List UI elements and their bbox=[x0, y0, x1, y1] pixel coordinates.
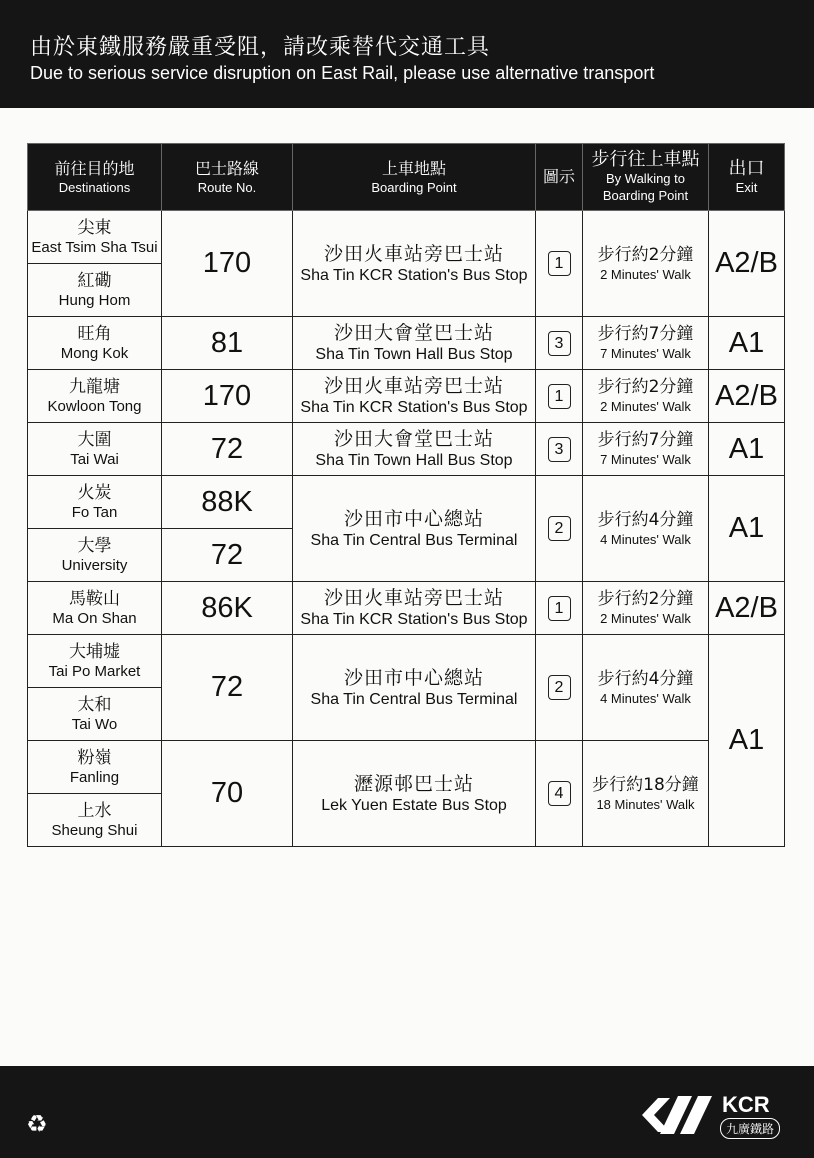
col-header-route: 巴士路線 Route No. bbox=[162, 144, 293, 211]
destination-cell: 馬鞍山 Ma On Shan bbox=[28, 582, 162, 635]
route-cell: 81 bbox=[162, 317, 293, 370]
table-row bbox=[28, 211, 785, 264]
col-header-exit: 出口 Exit bbox=[709, 144, 785, 211]
map-number-badge: 1 bbox=[548, 384, 571, 409]
col-header-walking: 步行往上車點 By Walking to Boarding Point bbox=[583, 144, 709, 211]
route-cell: 72 bbox=[162, 529, 293, 582]
table-row bbox=[28, 582, 785, 635]
notice-header bbox=[0, 0, 814, 108]
boarding-point-cell: 沙田大會堂巴士站 Sha Tin Town Hall Bus Stop bbox=[293, 317, 536, 370]
destination-cell: 火炭 Fo Tan bbox=[28, 476, 162, 529]
map-number-badge: 1 bbox=[548, 251, 571, 276]
boarding-point-cell: 沙田火車站旁巴士站 Sha Tin KCR Station's Bus Stop bbox=[293, 211, 536, 317]
walking-cell: 步行約2分鐘 2 Minutes' Walk bbox=[583, 211, 709, 317]
kcr-logo-text-zh: 九廣鐵路 bbox=[720, 1118, 780, 1139]
table-row bbox=[28, 476, 785, 529]
col-header-destinations: 前往目的地 Destinations bbox=[28, 144, 162, 211]
route-cell: 70 bbox=[162, 741, 293, 847]
boarding-point-cell: 沙田火車站旁巴士站 Sha Tin KCR Station's Bus Stop bbox=[293, 370, 536, 423]
map-number-badge: 1 bbox=[548, 596, 571, 621]
map-ref-cell bbox=[536, 476, 583, 582]
header-title-en: Due to serious service disruption on East Rail, please use alternative transport bbox=[30, 63, 655, 83]
destination-cell: 大圍 Tai Wai bbox=[28, 423, 162, 476]
destination-cell: 大埔墟 Tai Po Market bbox=[28, 635, 162, 688]
exit-cell: A1 bbox=[709, 476, 785, 582]
kcr-logo-text: KCR bbox=[722, 1092, 770, 1117]
map-number-badge: 3 bbox=[548, 331, 571, 356]
route-cell: 86K bbox=[162, 582, 293, 635]
walking-cell: 步行約7分鐘 7 Minutes' Walk bbox=[583, 317, 709, 370]
map-number-badge: 3 bbox=[548, 437, 571, 462]
table-header-row bbox=[28, 144, 785, 211]
route-cell: 88K bbox=[162, 476, 293, 529]
route-cell: 170 bbox=[162, 211, 293, 317]
walking-cell: 步行約4分鐘 4 Minutes' Walk bbox=[583, 635, 709, 741]
map-ref-cell bbox=[536, 211, 583, 317]
exit-cell: A1 bbox=[709, 635, 785, 847]
recycle-icon: ♻ bbox=[26, 1110, 48, 1138]
walking-cell: 步行約2分鐘 2 Minutes' Walk bbox=[583, 582, 709, 635]
map-ref-cell bbox=[536, 423, 583, 476]
exit-cell: A2/B bbox=[709, 582, 785, 635]
exit-cell: A2/B bbox=[709, 370, 785, 423]
exit-cell: A1 bbox=[709, 317, 785, 370]
map-number-badge: 2 bbox=[548, 675, 571, 700]
map-ref-cell bbox=[536, 370, 583, 423]
destination-cell: 旺角 Mong Kok bbox=[28, 317, 162, 370]
boarding-point-cell: 沙田大會堂巴士站 Sha Tin Town Hall Bus Stop bbox=[293, 423, 536, 476]
boarding-point-cell: 沙田市中心總站 Sha Tin Central Bus Terminal bbox=[293, 635, 536, 741]
table-row bbox=[28, 317, 785, 370]
boarding-point-cell: 瀝源邨巴士站 Lek Yuen Estate Bus Stop bbox=[293, 741, 536, 847]
destination-cell: 粉嶺 Fanling bbox=[28, 741, 162, 794]
walking-cell: 步行約2分鐘 2 Minutes' Walk bbox=[583, 370, 709, 423]
map-ref-cell bbox=[536, 582, 583, 635]
route-cell: 170 bbox=[162, 370, 293, 423]
col-header-boarding-point: 上車地點 Boarding Point bbox=[293, 144, 536, 211]
destination-cell: 九龍塘 Kowloon Tong bbox=[28, 370, 162, 423]
walking-cell: 步行約7分鐘 7 Minutes' Walk bbox=[583, 423, 709, 476]
header-title-zh: 由於東鐵服務嚴重受阻，請改乘替代交通工具 bbox=[30, 35, 491, 60]
destination-cell: 尖東 East Tsim Sha Tsui bbox=[28, 211, 162, 264]
route-cell: 72 bbox=[162, 423, 293, 476]
route-cell: 72 bbox=[162, 635, 293, 741]
exit-cell: A1 bbox=[709, 423, 785, 476]
kcr-logo bbox=[640, 1088, 790, 1144]
kcr-logo-mark bbox=[640, 1088, 716, 1142]
walking-cell: 步行約4分鐘 4 Minutes' Walk bbox=[583, 476, 709, 582]
map-ref-cell bbox=[536, 741, 583, 847]
destination-cell: 紅磡 Hung Hom bbox=[28, 264, 162, 317]
page-footer bbox=[0, 1066, 814, 1158]
destination-cell: 太和 Tai Wo bbox=[28, 688, 162, 741]
map-number-badge: 4 bbox=[548, 781, 571, 806]
table-row bbox=[28, 635, 785, 688]
col-header-map: 圖示 bbox=[536, 144, 583, 211]
boarding-point-cell: 沙田市中心總站 Sha Tin Central Bus Terminal bbox=[293, 476, 536, 582]
map-ref-cell bbox=[536, 317, 583, 370]
table-row bbox=[28, 741, 785, 794]
exit-cell: A2/B bbox=[709, 211, 785, 317]
table-row bbox=[28, 423, 785, 476]
table-row bbox=[28, 370, 785, 423]
map-number-badge: 2 bbox=[548, 516, 571, 541]
destination-cell: 上水 Sheung Shui bbox=[28, 794, 162, 847]
map-ref-cell bbox=[536, 635, 583, 741]
walking-cell: 步行約18分鐘 18 Minutes' Walk bbox=[583, 741, 709, 847]
alternative-transport-table bbox=[27, 143, 785, 847]
destination-cell: 大學 University bbox=[28, 529, 162, 582]
boarding-point-cell: 沙田火車站旁巴士站 Sha Tin KCR Station's Bus Stop bbox=[293, 582, 536, 635]
